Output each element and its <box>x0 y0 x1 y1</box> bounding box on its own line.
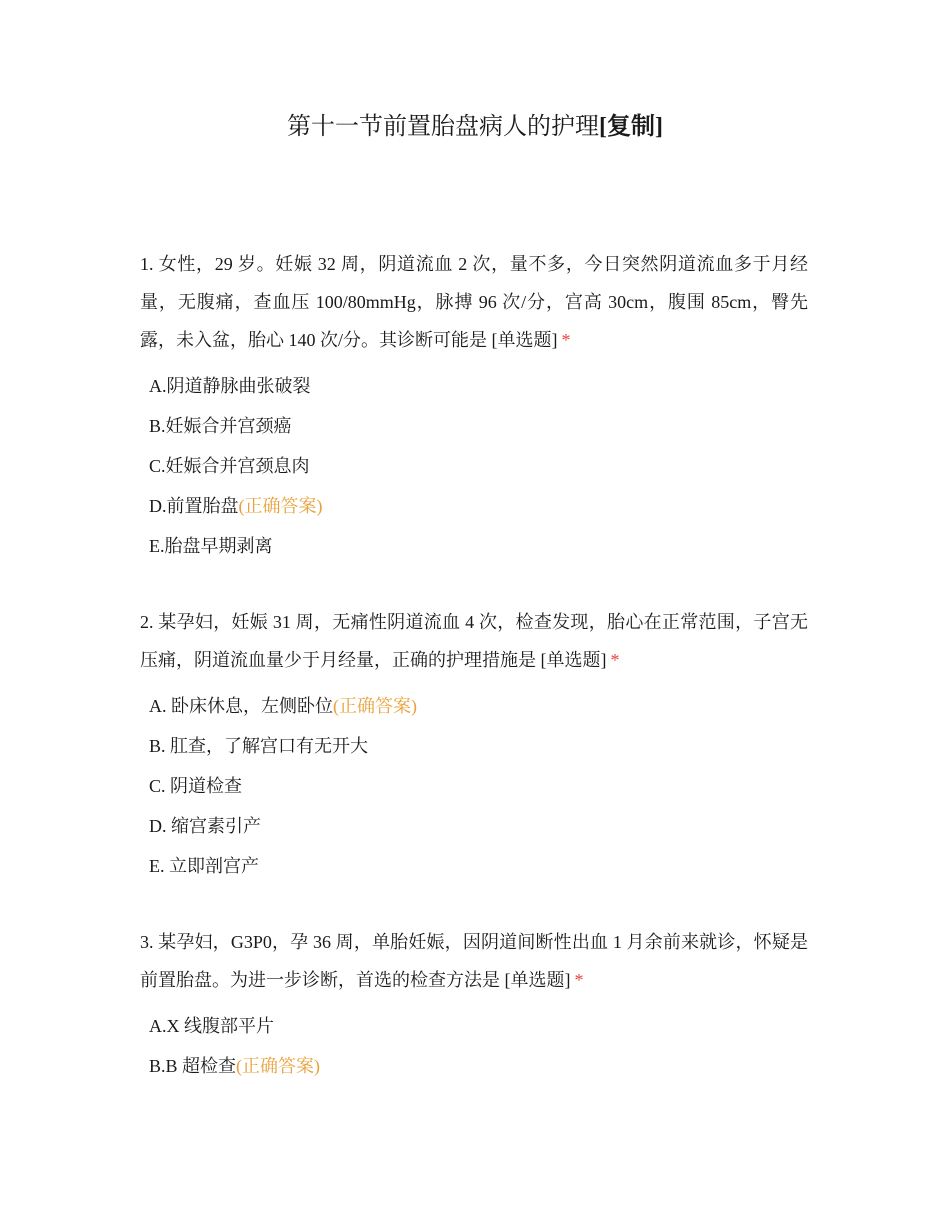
question-stem-text: 2. 某孕妇，妊娠 31 周，无痛性阴道流血 4 次，检查发现，胎心在正常范围，子宫无压痛，阴道流血量少于月经量，正确的护理措施是 [单选题] <box>140 612 808 670</box>
question-1 <box>140 245 808 566</box>
title-main: 第十一节前置胎盘病人的护理 <box>287 114 599 140</box>
option-label: A.X 线腹部平片 <box>149 1016 274 1036</box>
correct-answer-label: (正确答案) <box>333 696 417 716</box>
option-label: B.B 超检查 <box>149 1056 237 1076</box>
option-d[interactable] <box>140 486 808 526</box>
option-label: E.胎盘早期剥离 <box>149 536 273 556</box>
correct-answer-label: (正确答案) <box>238 496 323 516</box>
option-label: C. 阴道检查 <box>149 776 243 796</box>
option-a[interactable] <box>140 1006 808 1046</box>
option-label: B.妊娠合并宫颈癌 <box>149 416 292 436</box>
option-label: B. 肛查，了解宫口有无开大 <box>149 736 369 756</box>
option-e[interactable] <box>140 846 808 886</box>
option-label: C.妊娠合并宫颈息肉 <box>149 456 310 476</box>
option-label: A.阴道静脉曲张破裂 <box>149 376 311 396</box>
option-a[interactable] <box>140 686 808 726</box>
option-label: A. 卧床休息，左侧卧位 <box>149 696 333 716</box>
option-list <box>140 686 808 886</box>
option-d[interactable] <box>140 806 808 846</box>
option-b[interactable] <box>140 1046 808 1086</box>
question-stem-text: 1. 女性，29 岁。妊娠 32 周，阴道流血 2 次，量不多，今日突然阴道流血多于月经量，无腹痛，查血压 100/80mmHg，脉搏 96 次/分，宫高 30cm，腹围 85cm，臀先露，未入盆，胎心 140 次/分。其诊断可能是 [单选题] <box>140 254 808 350</box>
question-stem <box>140 923 808 999</box>
option-b[interactable] <box>140 406 808 446</box>
page-title <box>140 110 810 144</box>
option-list <box>140 366 808 566</box>
option-b[interactable] <box>140 726 808 766</box>
required-mark: * <box>610 650 620 670</box>
required-mark: * <box>574 970 584 990</box>
title-suffix: [复制] <box>599 114 663 140</box>
question-stem-text: 3. 某孕妇，G3P0，孕 36 周，单胎妊娠，因阴道间断性出血 1 月余前来就诊，怀疑是前置胎盘。为进一步诊断，首选的检查方法是 [单选题] <box>140 932 808 990</box>
option-a[interactable] <box>140 366 808 406</box>
option-c[interactable] <box>140 446 808 486</box>
question-stem <box>140 603 808 679</box>
option-label: D.前置胎盘 <box>149 496 239 516</box>
option-e[interactable] <box>140 526 808 566</box>
correct-answer-label: (正确答案) <box>236 1056 321 1076</box>
option-list <box>140 1006 808 1086</box>
required-mark: * <box>561 330 571 350</box>
option-label: E. 立即剖宫产 <box>149 856 259 876</box>
option-label: D. 缩宫素引产 <box>149 816 261 836</box>
question-2 <box>140 603 808 886</box>
question-3 <box>140 923 808 1086</box>
question-stem <box>140 245 808 359</box>
option-c[interactable] <box>140 766 808 806</box>
